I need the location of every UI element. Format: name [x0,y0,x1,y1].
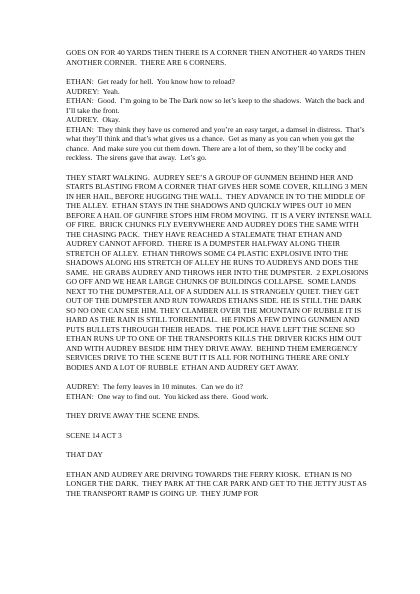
dialogue-line: ETHAN: Good. I’m going to be The Dark now so let’s keep to the shadows. Watch the back and I’ll take the front. [66,96,367,115]
text-line: GOES ON FOR 40 YARDS THEN THERE IS A CORNER THEN ANOTHER 40 YARDS THEN ANOTHER CORNER. THERE ARE 6 CORNERS. [66,48,367,67]
action-paragraph-ferry [66,470,372,499]
scene-heading [66,431,372,441]
dialogue-line: ETHAN: One way to find out. You kicked ass there. Good work. [66,391,269,401]
dialogue-line: ETHAN: Get ready for hell. You know how to reload? [66,77,235,86]
text-line: THEY START WALKING. AUDREY SEE’S A GROUP OF GUNMEN BEHIND HER AND STARTS BLASTING FROM A CORNER THAT GIVES HER SOME COVER, KILLING 3 MEN IN HER HAIL, BEFORE HUGGING THE WALL. THEY ADVANCE IN TO THE MIDDLE OF THE ALLEY. ETHAN STAYS IN THE SHADOWS AND QUICKLY WIPES OUT 10 MEN BEFORE A HAIL OF GUNFIRE STOPS HIM FROM MOVING. IT IS A VERY INTENSE WALL OF FIRE. BRICK CHUNKS FLY EVERYWHERE AND AUDREY DOES THE SAME WITH THE CHASING PACK. THEY HAVE REACHED A STALEMATE THAT ETHAN AND AUDREY CANNOT AFFORD. THERE IS A DUMPSTER HALFWAY ALONG THEIR STRETCH OF ALLEY. ETHAN THROWS SOME C4 PLASTIC EXPLOSIVE INTO THE SHADOWS ALONG HIS STRETCH OF ALLEY HE RUNS TO AUDREYS AND DOES THE SAME. HE GRABS AUDREY AND THROWS HER INTO THE DUMPSTER. 2 EXPLOSIONS GO OFF AND WE HEAR LARGE CHUNKS OF BUILDINGS COLLAPSE. SOME LANDS NEXT TO THE DUMPSTER.ALL OF A SUDDEN ALL IS STRANGELY QUIET. THEY GET OUT OF THE DUMPSTER AND RUN TOWARDS ETHANS SIDE. HE IS STILL THE DARK SO NO ONE CAN SEE HIM. THEY CLAMBER OVER THE MOUNTAIN OF RUBBLE IT IS HARD AS THE RAIN IS STILL TORRENTIAL. HE FINDS A FEW DYING GUNMEN AND PUTS BULLETS THROUGH THEIR HEADS. THE POLICE HAVE LEFT THE SCENE SO ETHAN RUNS UP TO ONE OF THE TRANSPORTS KILLS THE DRIVER KICKS HIM OUT AND WITH AUDREY BESIDE HIM THEY DRIVE AWAY. BEHIND THEM EMERGENCY SERVICES DRIVE TO THE SCENE BUT IT IS ALL FOR NOTHING THERE ARE ONLY BODIES AND A LOT OF RUBBLE ETHAN AND AUDREY GET AWAY. [66,172,374,372]
dialogue-line: AUDREY. Okay. [66,115,121,124]
dialogue-line: AUDREY: The ferry leaves in 10 minutes. Can we do it? [66,382,243,391]
text-line: SCENE 14 ACT 3 [66,430,122,440]
dialogue-line: ETHAN: They think they have us cornered and you’re an easy target, a damsel in distress. That’s what they’ll think and that’s what gives us a chance. Get as many as you can when you get the chance. And make sure you cut them down. There are a lot of them, so they’ll be cocky and reckless. The sirens gave that away. Let’s go. [66,124,367,162]
dialogue-block-1 [66,77,372,163]
dialogue-line: AUDREY: Yeah. [66,86,120,96]
paragraph-corners [66,48,372,67]
text-line: ETHAN AND AUDREY ARE DRIVING TOWARDS THE FERRY KIOSK. ETHAN IS NO LONGER THE DARK. THEY PARK AT THE CAR PARK AND GET TO THE JETTY JUST AS THE TRANSPORT RAMP IS GOING UP. THEY JUMP FOR [66,469,369,498]
dialogue-block-2 [66,382,372,401]
time-heading [66,450,372,460]
scene-end-line [66,411,372,421]
action-paragraph-alley [66,173,372,373]
text-line: THEY DRIVE AWAY THE SCENE ENDS. [66,411,200,420]
text-line: THAT DAY [66,450,103,459]
